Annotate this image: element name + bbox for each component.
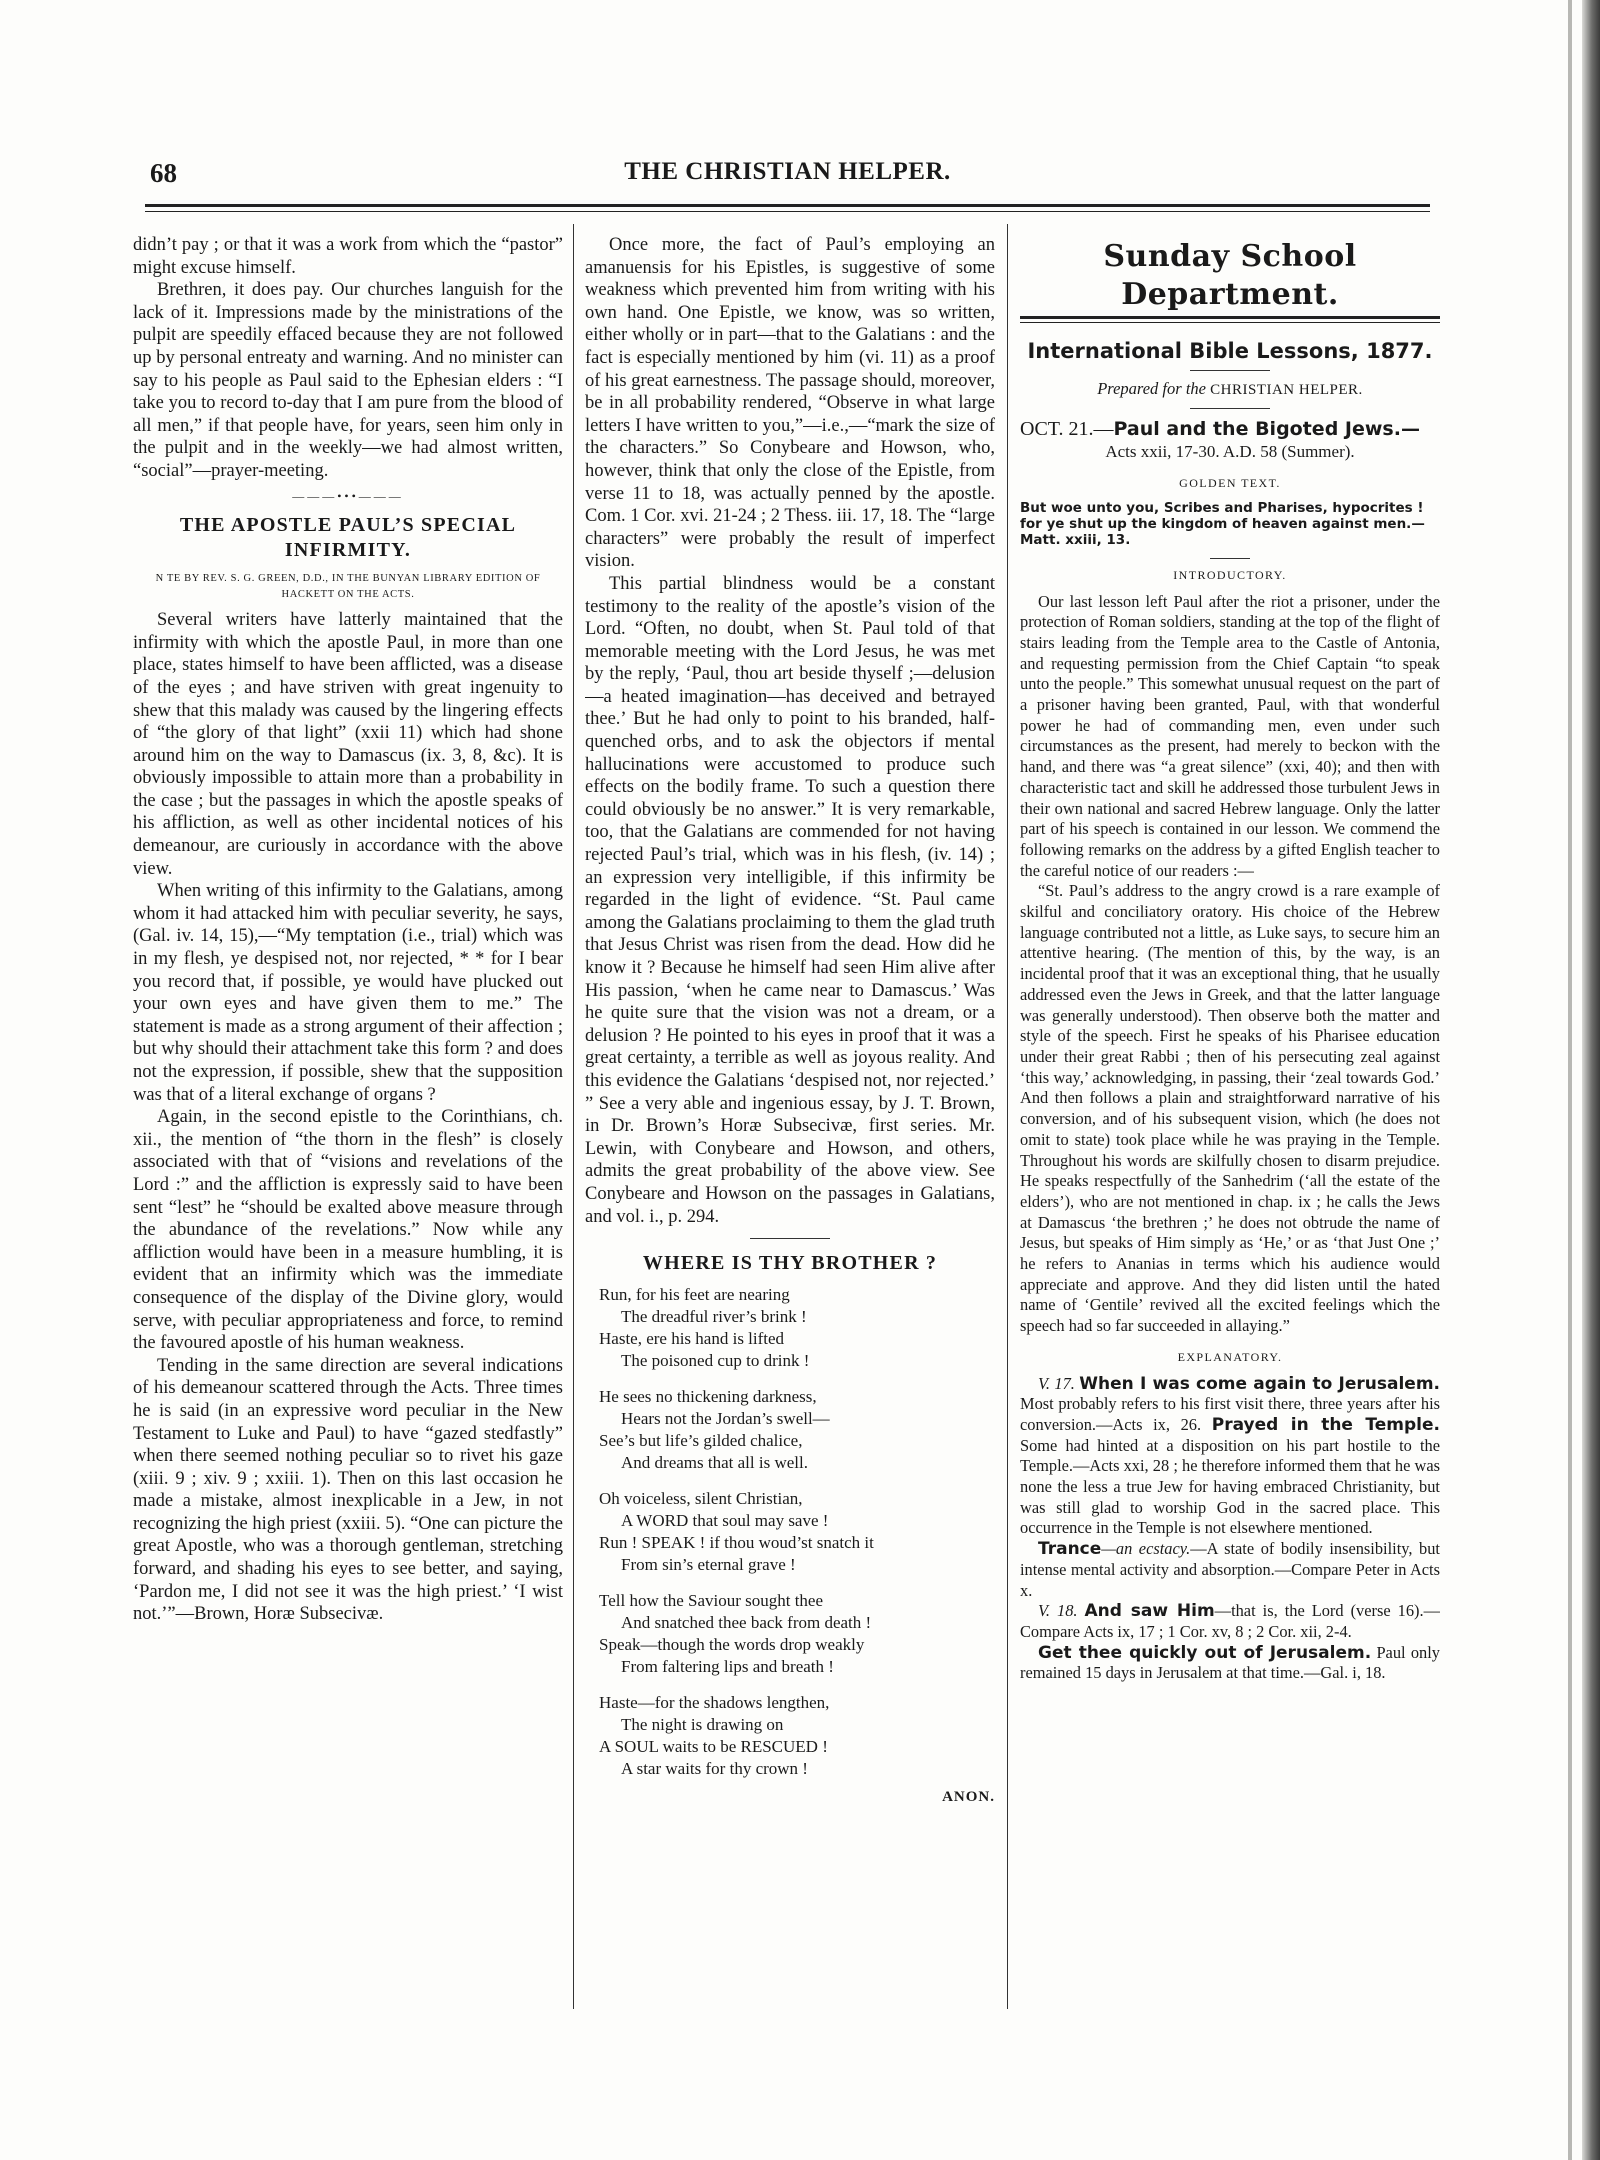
lesson-reference: Acts xxii, 17-30. A.D. 58 (Summer). xyxy=(1105,442,1355,462)
verse-note xyxy=(1020,1374,1440,1540)
col1-paragraph: Again, in the second epistle to the Corinthians, ch. xii., the mention of “the thorn in the flesh” is closely associated with that of “visions and revelations of the Lord :” and the affliction is expressly said to have been sent “lest” he “should be exalted above measure through the abundance of the revelations.” Now while any affliction would have been in a measure humbling, it is evident that an infirmity which was the immediate consequence of the display of the Divine glory, would serve, with peculiar appropriateness and force, to remind the favoured apostle of his human weakness. xyxy=(133,1107,563,1354)
col1-paragraph: Tending in the same direction are several indications of his demeanour scattered through the Acts. Three times he is said (in an expressive word peculiar in the New Testament to Luke and Paul) to have “gazed stedfastly” when there seemed nothing peculiar so to rivet his gaze (xiii. 9 ; xiv. 9 ; xxiii. 1). Then on this last occasion he made a mistake, almost inexplicable in a Jew, in not recognizing the high priest (xxiii. 5). “One can picture the great Apostle, who was a thorough gentleman, stretching forward, and shading his eyes to see better, and saying, ‘Pardon me, I did not see it was the high priest.’ ‘I wist not.’”—Brown, Horæ Subsecivæ. xyxy=(133,1355,563,1625)
col1-paragraph: Several writers have latterly maintained that the infirmity with which the apostle Paul, in more than one place, states himself to have been afflicted, was a disease of the eyes ; and have striven with great ingenuity to shew that this malady was caused by the lingering effects of “the glory of that light” (xxii 11) which had shone around him on the way to Damascus (ix. 3, 8, &c). It is obviously impossible to attain more than a probability in the case ; but the passages in which the apostle speaks of his affliction, as well as other incidental notices of his demeanour, are curiously in accordance with the above view. xyxy=(133,610,563,879)
poem-line: A star waits for thy crown ! xyxy=(621,1759,808,1779)
verse-label: V. 18. xyxy=(1038,1601,1078,1621)
column-2 xyxy=(585,234,995,1808)
lessons-rule xyxy=(1190,370,1270,371)
poem-stanza xyxy=(599,1590,995,1678)
golden-text-heading: GOLDEN TEXT. xyxy=(1179,476,1281,491)
header-rule-thin xyxy=(145,211,1430,212)
verse-heading: Prayed in the Temple. xyxy=(1211,1414,1440,1435)
lesson-title: Paul and the Bigoted Jews.— xyxy=(1113,418,1420,441)
poem-line: The dreadful river’s brink ! xyxy=(621,1307,807,1327)
poem-line: And dreams that all is well. xyxy=(621,1453,808,1473)
col3-paragraph: “St. Paul’s address to the angry crowd is a rare example of skilful and conciliatory oratory. His choice of the Hebrew language contributed not a little, as Luke says, to secure him an attentive hearing. (The mention of this, by the way, is an incidental proof that it was an exceptional thing, that he usually addressed even the Jews in Greek, and that the latter language was generally understood). Then observe both the matter and style of the speech. First he speaks of his Pharisee education under their great Rabbi ; then of his persecuting zeal against ‘this way,’ acknowledging, in passing, their ‘zeal towards God.’ And then follows a plain and straightforward narrative of his conversion, and of his subsequent vision, which (he does not omit to state) took place while he was praying in the Temple. Throughout his words are skilfully chosen to disarm prejudice. He speaks respectfully of the Sanhedrim (‘all the estate of the elders’), who are not mentioned in chap. ix ; he calls the Jews at Damascus ‘the brethren ;’ he does not obtrude the name of Jesus, but speaks of Him simply as ‘He,’ or as ‘that Just One ;’ he refers to Ananias in terms which his audience would appreciate and approve. And they did listen until the hated name of ‘Gentile’ revived all the excited feelings which the speech had so far succeeded in allaying.” xyxy=(1020,881,1440,1336)
col3-paragraph: Our last lesson left Paul after the riot a prisoner, under the protection of Roman soldiers, standing at the top of the flight of stairs leading from the Temple area to the Castle of Antonia, and requesting permission from the Chief Captain “to speak unto the people.” This somewhat unusual request on the part of a prisoner having been granted, Paul, with that wonderful power he had of commanding men, even under such circumstances as the present, had merely to beckon with the hand, and there was “a great silence” (xxi, 40); and then with characteristic tact and skill he addressed those turbulent Jews in their own national and sacred Hebrew language. Only the latter part of his speech is contained in our lesson. We commend the following remarks on the address by a gifted English teacher to the careful notice of our readers :— xyxy=(1020,591,1440,880)
page-header xyxy=(145,158,1430,194)
poem xyxy=(599,1284,995,1808)
col1-paragraph: When writing of this infirmity to the Galatians, among whom it had attacked him with peculiar severity, he says, (Gal. iv. 14, 15),—“My temptation (i.e., trial) which was in my flesh, ye despised not, nor rejected, * * for I bear you record that, if possible, ye would have plucked out your own eyes and have given them to me.” The statement is made as a strong argument of their affection ; but why should their attachment take this form ? and does not the expression, if possible, shew that the supposition was that of a literal exchange of organs ? xyxy=(133,881,563,1105)
byline: N TE BY REV. S. G. GREEN, D.D., IN THE BUNYAN LIBRARY EDITION OF HACKETT ON THE ACTS. xyxy=(155,573,541,601)
verse-note xyxy=(1020,1601,1440,1642)
poem-line: A WORD that soul may save ! xyxy=(621,1511,829,1531)
lesson-heading xyxy=(1020,417,1440,442)
poem-line: Hears not the Jordan’s swell— xyxy=(621,1409,830,1429)
golden-text: But woe unto you, Scribes and Pharises, hypocrites ! for ye shut up the kingdom of heaven against men.—Matt. xxiii, 13. xyxy=(1020,499,1425,548)
page-number: 68 xyxy=(150,158,177,188)
column-divider-1 xyxy=(573,224,574,2009)
verse-heading: When I was come again to Jerusalem. xyxy=(1079,1373,1440,1394)
col2-paragraph: Once more, the fact of Paul’s employing an amanuensis for his Epistles, is suggestive of some weakness which prevented him from writing with his own hand. One Epistle, we know, was so written, either wholly or in part—that to the Galatians : and the fact is especially mentioned by him (vi. 11) as a proof of his great earnestness. The passage should, moreover, be in all probability rendered, “Observe in what large letters I have written to you,”—i.e.,—“mark the size of the characters.” So Conybeare and Howson, who, however, think that only the close of the Epistle, from verse 11 to 18, was actually penned by the apostle. Com. 1 Cor. xvi. 21-24 ; 2 Thess. iii. 17, 18. The “large characters” were probably the result of imperfect vision. xyxy=(585,235,995,572)
col2-paragraph: This partial blindness would be a constant testimony to the reality of the apostle’s vision of the Lord. “Often, no doubt, when St. Paul told of that memorable meeting with the Lord Jesus, he was met by the reply, ‘Paul, thou art beside thyself ;—delusion—a heated imagination—has deceived and betrayed thee.’ But he had only to point to his branded, half-quenched orbs, and to ask the objectors if mental hallucinations were accustomed to produce such effects on the bodily frame. To such a question there could obviously be no answer.” It is very remarkable, too, that the Galatians are commended for not having rejected Paul’s trial, which was in his flesh, (iv. 14) ; an expression very intelligible, if this infirmity be regarded in the light of evidence. “St. Paul came among the Galatians proclaiming to them the glad truth that Jesus Christ was risen from the dead. How did he know it ? Because he himself had seen Him alive after His passion, ‘when he came near to Damascus.’ Was he quite sure that the vision was not a dream, or a delusion ? He pointed to his eyes in proof that it was a great certainty, a terrible as well as joyous reality. And this evidence the Galatians ‘despised not, nor rejected.’ ” See a very able and ingenious essay, by J. T. Brown, in Dr. Brown’s Horæ Subsecivæ, first series. Mr. Lewin, with Conybeare and Howson, and others, admits the great probability of the above view. See Conybeare and Howson on the passages in Galatians, and vol. i., p. 294. xyxy=(585,573,995,1227)
verse-definition: —an ecstacy. xyxy=(1101,1539,1191,1559)
poem-line: The poisoned cup to drink ! xyxy=(621,1351,810,1371)
poem-line: And snatched thee back from death ! xyxy=(621,1613,872,1633)
poem-stanza xyxy=(599,1488,995,1576)
section-rule xyxy=(750,1238,830,1239)
explanatory-heading: EXPLANATORY. xyxy=(1177,1349,1283,1364)
verse-text: Paul only remained 15 days in Jerusalem at that time.—Gal. i, 18. xyxy=(1020,1642,1440,1683)
verse-label: V. 17. xyxy=(1038,1373,1075,1393)
poem-stanza xyxy=(599,1386,995,1474)
verse-text: —A state of bodily insensibility, but intense mental activity and absorption.—Compare Peter in Acts x. xyxy=(1020,1539,1440,1600)
golden-rule xyxy=(1210,558,1250,559)
lesson-date: OCT. 21.— xyxy=(1020,418,1114,441)
col1-paragraph: didn’t pay ; or that it was a work from which the “pastor” might excuse himself. xyxy=(133,235,563,278)
journal-title: THE CHRISTIAN HELPER. xyxy=(624,158,951,185)
verse-text: Most probably refers to his first visit there, three years after his conversion.—Acts ix, 26. xyxy=(1020,1394,1440,1434)
poem-line: The night is drawing on xyxy=(621,1715,784,1735)
poem-line: He sees no thickening darkness, xyxy=(599,1387,817,1407)
ornament-divider: ———•••——— xyxy=(292,488,404,503)
lessons-title: International Bible Lessons, 1877. xyxy=(1027,339,1433,363)
poem-line: From faltering lips and breath ! xyxy=(621,1657,834,1677)
column-divider-2 xyxy=(1007,224,1008,2009)
poem-stanza xyxy=(599,1692,995,1780)
column-1 xyxy=(133,234,563,1626)
department-title: Sunday School Department. xyxy=(1103,239,1357,312)
poem-line: Run, for his feet are nearing xyxy=(599,1285,790,1305)
poem-line: Speak—though the words drop weakly xyxy=(599,1635,865,1655)
poem-line: Oh voiceless, silent Christian, xyxy=(599,1489,803,1509)
section-title: THE APOSTLE PAUL’S SPECIAL INFIRMITY. xyxy=(179,514,517,562)
poem-line: Haste, ere his hand is lifted xyxy=(599,1329,785,1349)
page-edge xyxy=(1568,0,1572,2160)
poem-line: Tell how the Saviour sought thee xyxy=(599,1591,824,1611)
verse-note xyxy=(1020,1643,1440,1684)
poem-line: From sin’s eternal grave ! xyxy=(621,1555,796,1575)
poem-author: ANON. xyxy=(942,1789,995,1806)
prepared-prefix: Prepared for the xyxy=(1097,378,1211,398)
column-3 xyxy=(1020,234,1440,1684)
verse-note xyxy=(1020,1539,1440,1601)
verse-heading: And saw Him xyxy=(1084,1601,1215,1622)
poem-line: Run ! SPEAK ! if thou woud’st snatch it xyxy=(599,1533,874,1553)
prepared-name: CHRISTIAN HELPER. xyxy=(1210,381,1363,398)
poem-line: See’s but life’s gilded chalice, xyxy=(599,1431,803,1451)
poem-title: WHERE IS THY BROTHER ? xyxy=(642,1252,938,1275)
book-spine xyxy=(1582,0,1600,2160)
verse-heading: Get thee quickly out of Jerusalem. xyxy=(1038,1642,1372,1663)
poem-line: Haste—for the shadows lengthen, xyxy=(599,1693,830,1713)
header-rule-thick xyxy=(145,204,1430,207)
verse-heading: Trance xyxy=(1038,1539,1102,1560)
prepared-rule xyxy=(1190,408,1270,409)
verse-text: Some had hinted at a disposition on his part hostile to the Temple.—Acts xxi, 28 ; he therefore informed them that he was none the less a true Jew for having embraced Christianity, but was still glad to worship God in the sacred place. This occurrence in the Temple is not elsewhere mentioned. xyxy=(1020,1435,1440,1538)
introductory-heading: INTRODUCTORY. xyxy=(1173,567,1287,582)
department-rule xyxy=(1020,316,1440,323)
prepared-for xyxy=(1020,379,1440,401)
poem-line: A SOUL waits to be RESCUED ! xyxy=(599,1737,828,1757)
poem-stanza xyxy=(599,1284,995,1372)
verse-text: —that is, the Lord (verse 16).—Compare Acts ix, 17 ; 1 Cor. xv, 8 ; 2 Cor. xii, 2-4. xyxy=(1020,1601,1440,1641)
col1-paragraph: Brethren, it does pay. Our churches languish for the lack of it. Impressions made by the ministrations of the pulpit are speedily effaced because they are not followed up by personal entreaty and warning. And no minister can say to his people as Paul said to the Ephesian elders : “I take you to record to-day that I am pure from the blood of all men,” if that people have, for years, seen him only in the pulpit and in the weekly—we had almost written, “social”—prayer-meeting. xyxy=(133,280,563,481)
